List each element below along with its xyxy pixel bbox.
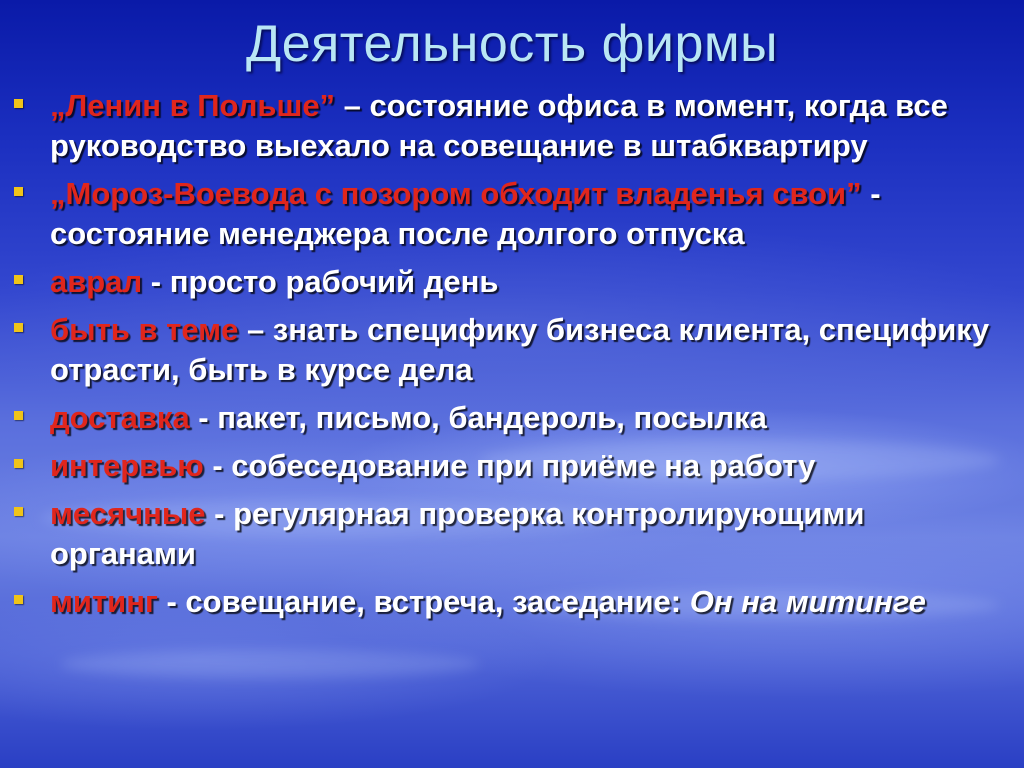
square-bullet-icon (14, 187, 23, 196)
square-bullet-icon (14, 459, 23, 468)
definition: - регулярная проверка контролирующими органами (50, 496, 865, 571)
term: быть в теме (50, 312, 239, 347)
definition: - состояние менеджера после долгого отпуска (50, 176, 881, 251)
definition: - пакет, письмо, бандероль, посылка (189, 400, 767, 435)
square-bullet-icon (14, 99, 23, 108)
square-bullet-icon (14, 275, 23, 284)
list-item (14, 174, 1004, 254)
term: интервью (50, 448, 204, 483)
square-bullet-icon (14, 323, 23, 332)
term: „Мороз-Воевода с позором обходит владенья свои” (50, 176, 862, 211)
slide-title: Деятельность фирмы (245, 15, 779, 73)
definition: - совещание, встреча, заседание: (157, 584, 690, 619)
bullet-list (14, 86, 1004, 630)
term: месячные (50, 496, 206, 531)
background-streak (60, 650, 480, 678)
square-bullet-icon (14, 411, 23, 420)
definition: – знать специфику бизнеса клиента, специфику отрасти, быть в курсе дела (50, 312, 990, 387)
square-bullet-icon (14, 507, 23, 516)
example: Он на митинге (689, 584, 926, 619)
list-item (14, 582, 1004, 622)
term: митинг (50, 584, 158, 619)
list-item (14, 494, 1004, 574)
term: аврал (50, 264, 143, 299)
term: доставка (50, 400, 190, 435)
list-item (14, 86, 1004, 166)
list-item (14, 262, 1004, 302)
list-item (14, 446, 1004, 486)
definition: – состояние офиса в момент, когда все руководство выехало на совещание в штабквартиру (50, 88, 948, 163)
term: „Ленин в Польше” (50, 88, 336, 123)
square-bullet-icon (14, 595, 23, 604)
definition: - собеседование при приёме на работу (203, 448, 816, 483)
list-item (14, 398, 1004, 438)
list-item (14, 310, 1004, 390)
definition: - просто рабочий день (142, 264, 499, 299)
